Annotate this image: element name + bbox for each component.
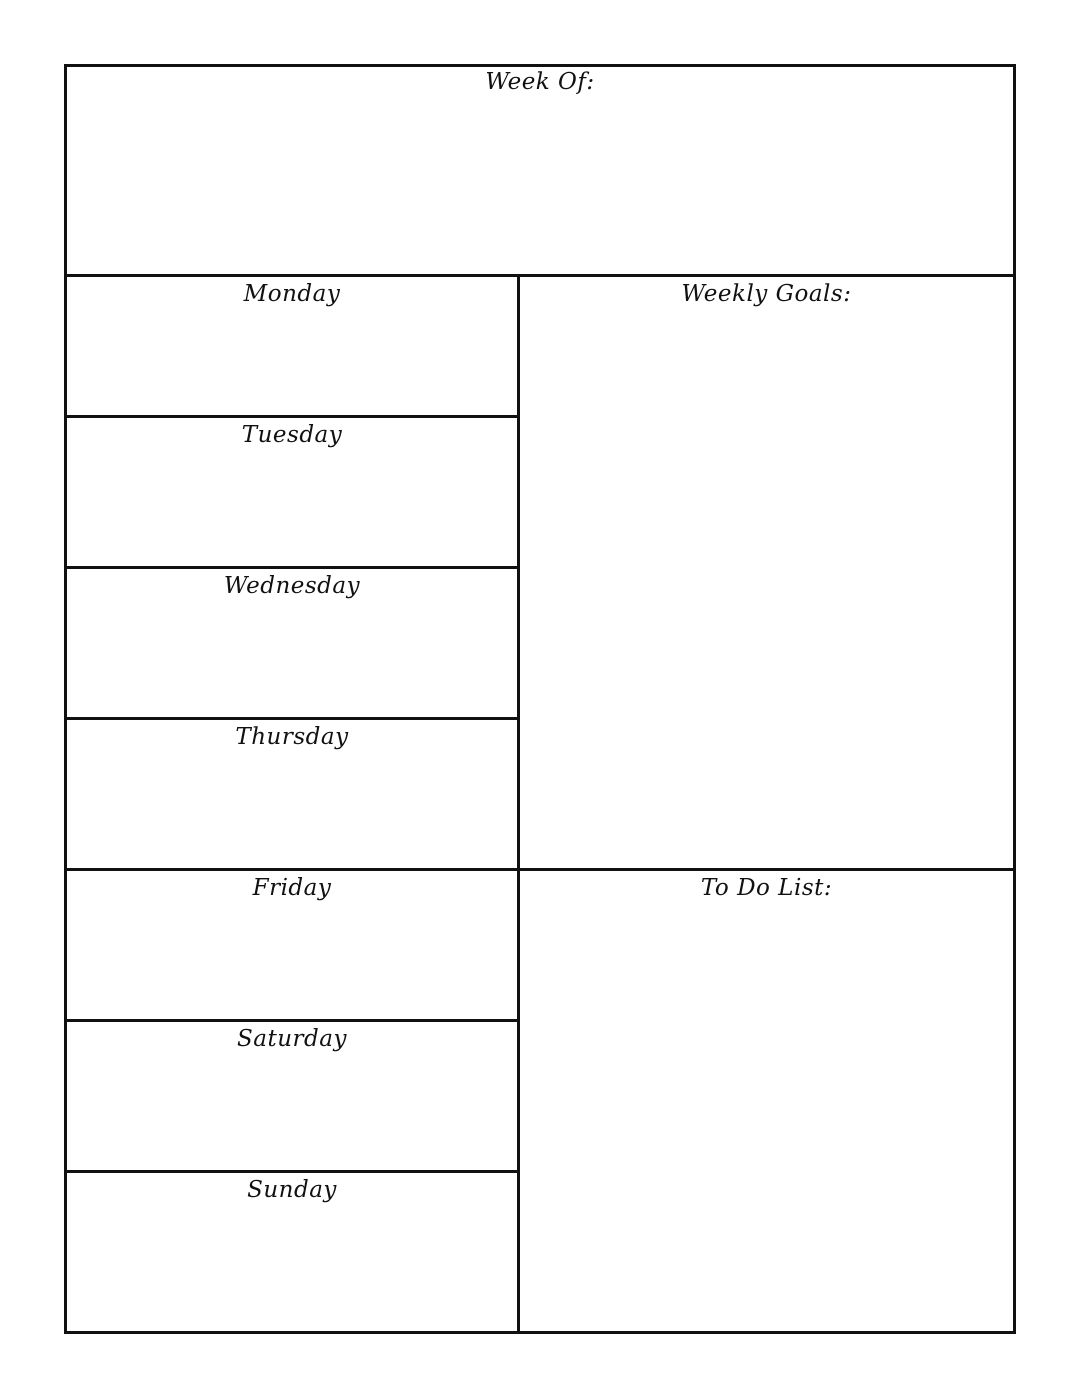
day-label-saturday: Saturday — [237, 1026, 347, 1052]
day-box-friday[interactable] — [67, 871, 517, 1019]
day-label-tuesday: Tuesday — [241, 422, 343, 448]
day-box-wednesday[interactable] — [67, 569, 517, 717]
day-label-thursday: Thursday — [235, 724, 349, 750]
day-box-monday[interactable] — [67, 277, 517, 415]
weekly-goals-box[interactable] — [520, 277, 1013, 868]
day-box-thursday[interactable] — [67, 720, 517, 868]
day-label-wednesday: Wednesday — [223, 573, 361, 599]
todo-list-label: To Do List: — [700, 875, 833, 901]
day-box-saturday[interactable] — [67, 1022, 517, 1170]
day-label-monday: Monday — [243, 281, 341, 307]
day-box-tuesday[interactable] — [67, 418, 517, 566]
week-of-box[interactable] — [67, 67, 1013, 274]
day-label-sunday: Sunday — [247, 1177, 337, 1203]
weekly-goals-label: Weekly Goals: — [681, 281, 852, 307]
day-box-sunday[interactable] — [67, 1173, 517, 1331]
week-of-label: Week Of: — [485, 69, 595, 95]
todo-list-box[interactable] — [520, 871, 1013, 1331]
day-label-friday: Friday — [252, 875, 332, 901]
